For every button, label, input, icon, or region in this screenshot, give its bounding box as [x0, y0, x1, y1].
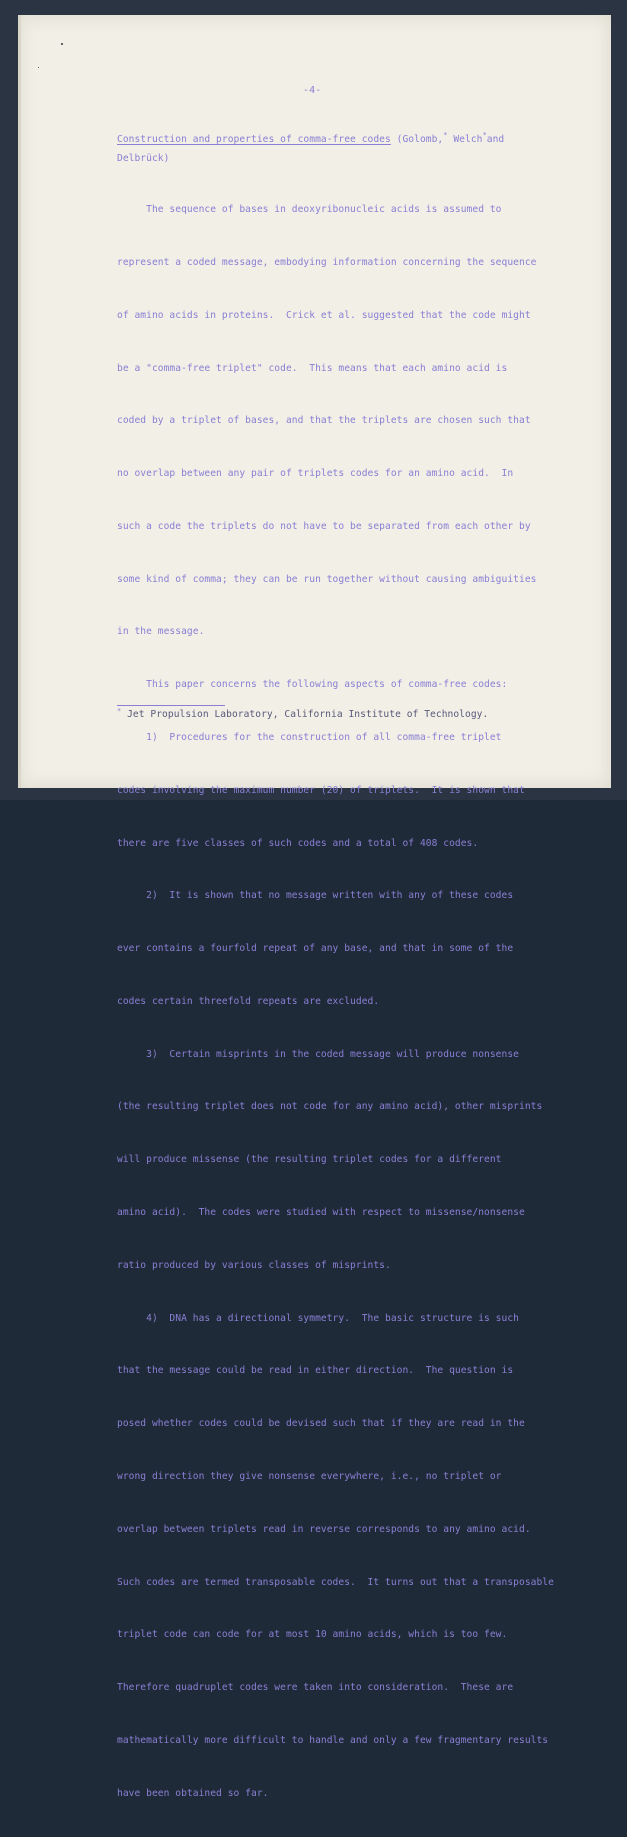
body-line: (the resulting triplet does not code for any amino acid), other misprints	[117, 1101, 543, 1113]
footnote-star-2: *	[482, 131, 487, 139]
body-line: in the message.	[117, 626, 205, 638]
body-line: amino acid). The codes were studied with respect to missense/nonsense	[117, 1207, 525, 1219]
body-line: The sequence of bases in deoxyribonucleic acids is assumed to	[117, 204, 502, 216]
heading-line-2: Delbrück)	[117, 152, 170, 164]
body-line: posed whether codes could be devised such that if they are read in the	[117, 1418, 525, 1430]
body-line: codes involving the maximum number (20) of triplets. It is shown that	[117, 784, 525, 796]
body-line: such a code the triplets do not have to be separated from each other by	[117, 520, 531, 532]
body-line: that the message could be read in either direction. The question is	[117, 1365, 514, 1377]
body-line: mathematically more difficult to handle and only a few fragmentary results	[117, 1734, 549, 1746]
body-line: wrong direction they give nonsense everywhere, i.e., no triplet or	[117, 1470, 502, 1482]
heading-authors-pre: (Golomb,	[390, 134, 444, 145]
body-line: Therefore quadruplet codes were taken into consideration. These are	[117, 1682, 514, 1694]
paper-edge	[18, 15, 21, 788]
footnote-marker: *	[117, 707, 122, 715]
body-line: some kind of comma; they can be run together without causing ambiguities	[117, 573, 537, 585]
section-heading	[117, 131, 504, 167]
body-line: 1) Procedures for the construction of all comma-free triplet	[117, 732, 502, 743]
body-line: there are five classes of such codes and a total of 408 codes.	[117, 837, 479, 849]
body-line: have been obtained so far.	[117, 1787, 269, 1799]
body-line: overlap between triplets read in reverse corresponds to any amino acid.	[117, 1523, 531, 1535]
body-line: 3) Certain misprints in the coded message will produce nonsense	[117, 1048, 519, 1060]
body-line: 4) DNA has a directional symmetry. The basic structure is such	[117, 1312, 519, 1324]
body-line: be a "comma-free triplet" code. This means that each amino acid is	[117, 362, 508, 374]
footnote-divider	[117, 705, 225, 706]
body-line: Such codes are termed transposable codes. It turns out that a transposable	[117, 1576, 554, 1588]
footnote	[117, 707, 488, 723]
body-line: codes certain threefold repeats are excluded.	[117, 995, 380, 1007]
paper-speck	[38, 67, 39, 68]
paper-speck	[61, 43, 63, 45]
body-line: ratio produced by various classes of misprints.	[117, 1259, 391, 1271]
body-line: triplet code can code for at most 10 amino acids, which is too few.	[117, 1629, 508, 1641]
footnote-star-1: *	[443, 131, 448, 139]
footnote-text: Jet Propulsion Laboratory, California Institute of Technology.	[121, 709, 489, 720]
body-line: will produce missense (the resulting triplet codes for a different	[117, 1154, 502, 1166]
heading-authors-mid: Welch	[447, 134, 483, 145]
page-number: -4-	[303, 85, 322, 96]
body-line: no overlap between any pair of triplets codes for an amino acid. In	[117, 468, 514, 480]
body-line: represent a coded message, embodying information concerning the sequence	[117, 256, 537, 268]
paper-sheet	[18, 15, 611, 1799]
heading-title: Construction and properties of comma-free codes	[117, 134, 391, 145]
body-line: coded by a triplet of bases, and that the triplets are chosen such that	[117, 415, 531, 427]
body-line: ever contains a fourfold repeat of any base, and that in some of the	[117, 943, 514, 955]
heading-authors-post: and	[486, 134, 505, 145]
body-text	[117, 166, 554, 1837]
body-line: 2) It is shown that no message written with any of these codes	[117, 890, 514, 902]
body-line: of amino acids in proteins. Crick et al. suggested that the code might	[117, 309, 531, 321]
body-line: This paper concerns the following aspects of comma-free codes:	[117, 679, 508, 691]
